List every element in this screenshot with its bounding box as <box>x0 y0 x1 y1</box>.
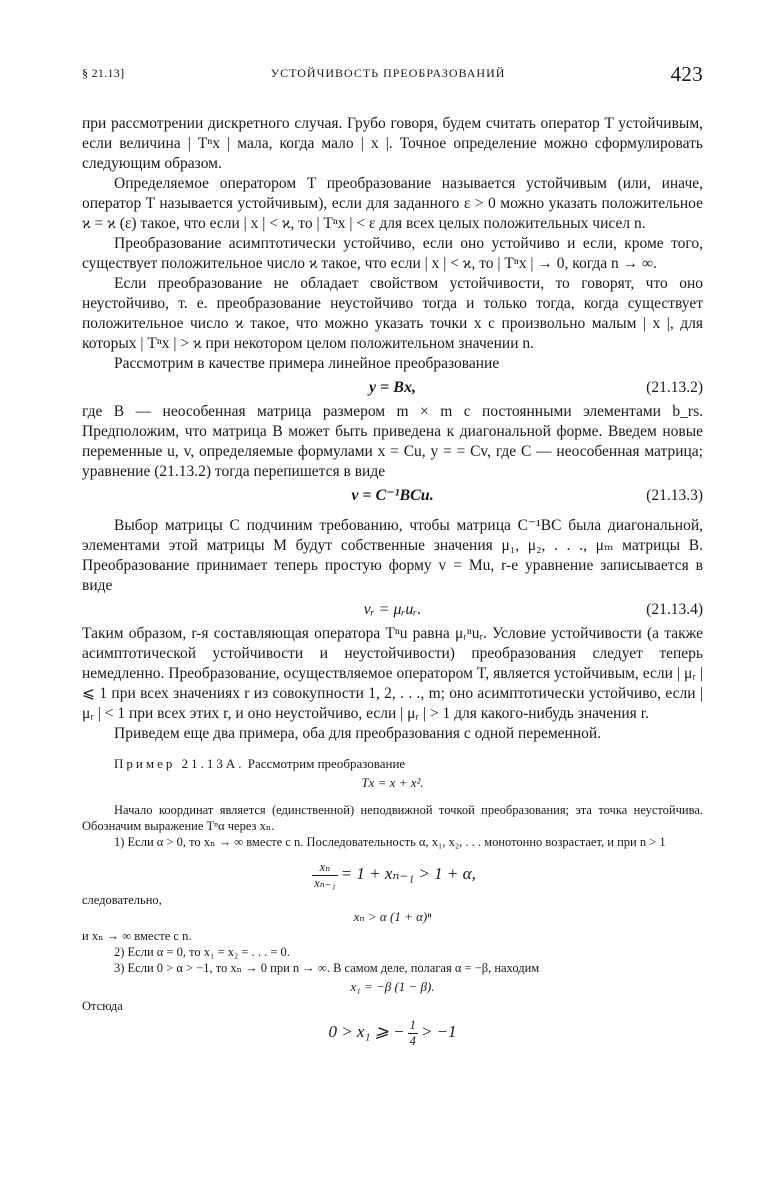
ratio-formula <box>82 856 703 892</box>
equation-21-13-3 <box>82 482 703 510</box>
final-right: > −1 <box>420 1022 457 1041</box>
final-inequality <box>82 1014 703 1050</box>
hence-text: Отсюда <box>82 999 123 1013</box>
paragraph-unstable: Если преобразование не обладает свойством устойчивости, то говорят, что оно неустойчиво, т. е. преобразование неустойчиво тогда и только тогда, когда существует положительное число ϰ такое, что можно указать точки x с произвольно малым | x |, для которых | Tⁿx | > ϰ при некотором целом положительном значении n. <box>82 275 703 352</box>
example-intro: Рассмотрим преобразование <box>247 756 406 771</box>
equation-number: (21.13.2) <box>646 379 703 396</box>
tail-text: и xₙ → ∞ вместе с n. <box>82 929 192 943</box>
example-21-13a <box>82 756 703 1050</box>
example-transform: Tx = x + x². <box>361 775 424 790</box>
equation-formula: v = C⁻¹BCu. <box>351 487 434 504</box>
ratio-rest: = 1 + xₙ₋₁ > 1 + α, <box>340 864 476 883</box>
paragraph-two-examples: Приведем еще два примера, оба для преобразования с одной переменной. <box>114 725 602 742</box>
equation-number: (21.13.3) <box>646 487 703 504</box>
paragraph-matrix-b: где B — неособенная матрица размером m × m с постоянными элементами b_rs. Предположим, что матрица B может быть приведена к диагональной форме. Введем новые переменные u, v, определяемые формулами x = Cu, y = = Cv, где C — неособенная матрица; уравнение (21.13.2) тогда перепишется в виде <box>82 403 703 480</box>
example-label: Пример 21.13А. <box>114 756 245 771</box>
example-paragraph: Начало координат является (единственной) неподвижной точкой преобразования; эта точка неустойчива. Обозначим выражение Tⁿα через xₙ. <box>82 803 703 833</box>
case-2: 2) Если α = 0, то x₁ = x₂ = . . . = 0. <box>114 945 290 959</box>
equation-21-13-4 <box>82 596 703 624</box>
consequently-text: следовательно, <box>82 893 162 907</box>
equation-number: (21.13.4) <box>646 601 703 618</box>
running-title: УСТОЙЧИВОСТЬ ПРЕОБРАЗОВАНИЙ <box>270 66 506 80</box>
paragraph-example-intro: Рассмотрим в качестве примера линейное преобразование <box>114 355 500 372</box>
inequality-growth: xₙ > α (1 + α)ⁿ <box>353 909 432 924</box>
final-numerator: 1 <box>409 1017 416 1032</box>
final-left: 0 > x₁ ⩾ − <box>328 1022 405 1041</box>
paragraph-asymptotic: Преобразование асимптотически устойчиво, если оно устойчиво и если, кроме того, существует положительное число ϰ такое, что если | x | < ϰ, то | Tⁿx | → 0, когда n → ∞. <box>82 235 703 272</box>
x1-formula: x₁ = −β (1 − β). <box>350 979 435 994</box>
section-ref: § 21.13] <box>82 66 125 80</box>
paragraph: при рассмотрении дискретного случая. Грубо говоря, будем считать оператор T устойчивым, если величина | Tⁿx | мала, когда мало | x |. Точное определение можно сформулировать следующим образом. <box>82 115 703 172</box>
final-denominator: 4 <box>409 1033 416 1048</box>
paragraph-stability-condition: Таким образом, r-я составляющая оператора Tⁿu равна μᵣⁿuᵣ. Условие устойчивости (а также асимптотической устойчивости и неустойчивости) преобразования следует теперь немедленно. Преобразование, осуществляемое оператором T, является устойчивым, если | μᵣ | ⩽ 1 при всех значениях r из совокупности 1, 2, . . ., m; оно асимптотически устойчиво, если | μᵣ | < 1 при всех этих r, и оно неустойчиво, если | μᵣ | > 1 для какого-нибудь значения r. <box>82 625 703 722</box>
example-paragraph: 1) Если α > 0, то xₙ → ∞ вместе с n. Последовательность α, x₁, x₂, . . . монотонно возрастает, и при n > 1 <box>114 835 666 849</box>
main-text <box>82 114 703 1050</box>
equation-formula: vᵣ = μᵣuᵣ. <box>363 601 422 618</box>
case-3: 3) Если 0 > α > −1, то xₙ → 0 при n → ∞. В самом деле, полагая α = −β, находим <box>114 961 540 975</box>
equation-formula: y = Bx, <box>369 379 416 396</box>
ratio-numerator: xₙ <box>312 860 338 876</box>
paragraph-stability-definition: Определяемое оператором T преобразование называется устойчивым (или, иначе, оператор T называется устойчивым), если для заданного ε > 0 можно указать положительное ϰ = ϰ (ε) такое, что если | x | < ϰ, то | Tⁿx | < ε для всех целых положительных чисел n. <box>82 175 703 232</box>
equation-21-13-2 <box>82 374 703 402</box>
page-number: 423 <box>670 62 703 86</box>
ratio-denominator: xₙ₋₁ <box>314 875 336 890</box>
paragraph-diagonal: Выбор матрицы C подчиним требованию, чтобы матрица C⁻¹BC была диагональной, элементами этой матрицы M будут собственные значения μ₁, μ₂, . . ., μₘ матрицы B. Преобразование принимает теперь простую форму v = Mu, r-е уравнение записывается в виде <box>82 517 703 594</box>
